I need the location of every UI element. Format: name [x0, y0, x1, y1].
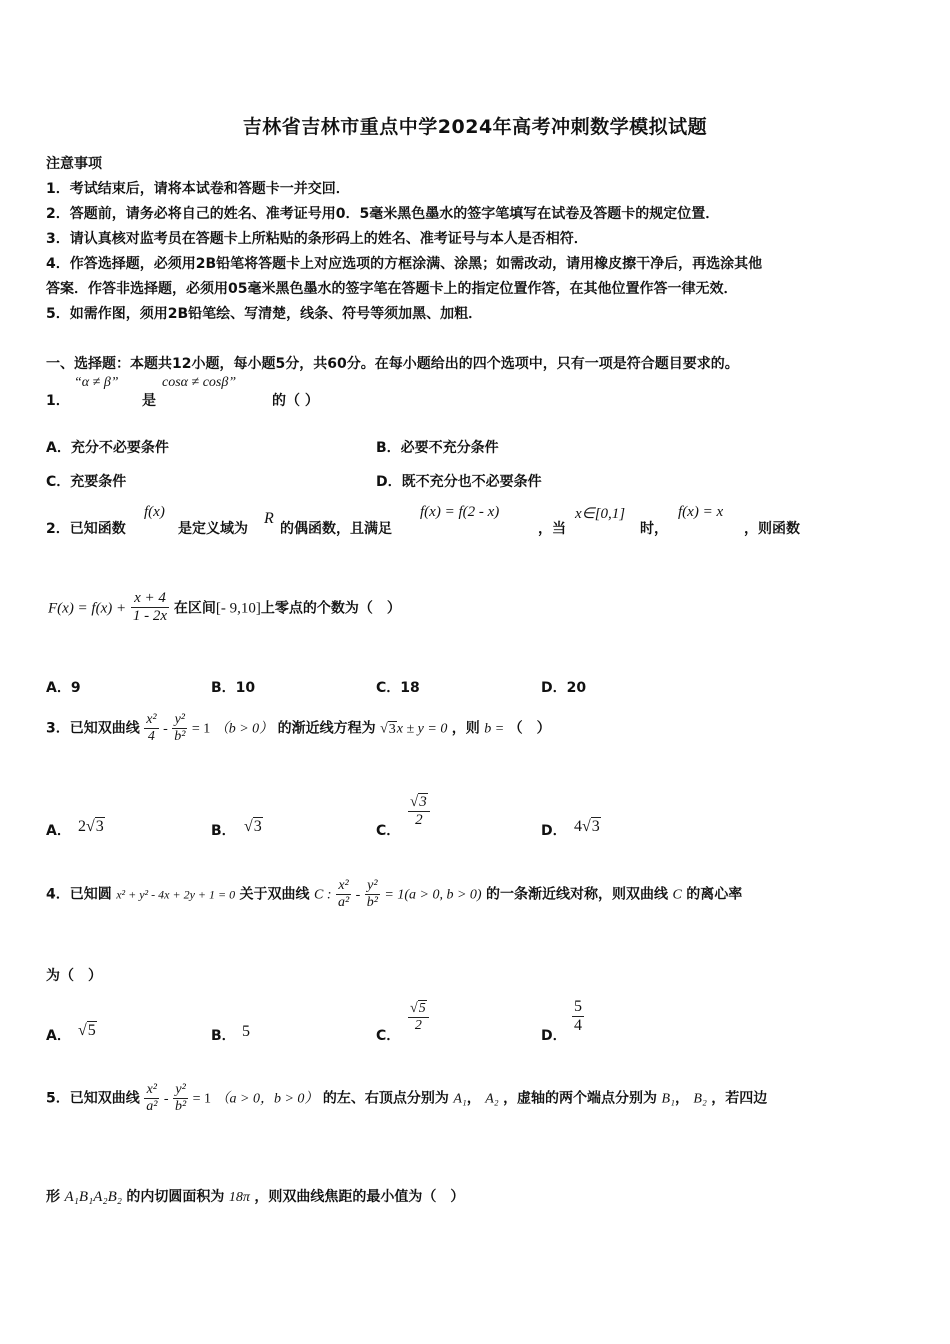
q5-area: 18π	[228, 1190, 250, 1205]
q5-sep-1: ，	[466, 1090, 481, 1107]
q2-option-c: C．18	[376, 680, 420, 696]
q2-text-5: 时，	[640, 521, 668, 537]
q4-option-a-label: A．	[46, 1028, 71, 1044]
q4-minus: -	[355, 887, 361, 903]
q3-asym-rad: 3	[388, 721, 396, 737]
q4-option-a-value: √5	[78, 1022, 96, 1039]
q5-stem-cont	[46, 1186, 464, 1206]
q5-condition: （a > 0，b > 0）	[215, 1091, 319, 1107]
notice-item-3: 3．请认真核对监考员在答题卡上所粘贴的条形码上的姓名、准考证号与本人是否相符．	[46, 231, 588, 247]
q2-F-lhs: F(x) = f(x) +	[48, 600, 127, 617]
q3-frac-y-num: y²	[172, 712, 187, 729]
q3-option-c-den: 2	[415, 812, 423, 829]
q3-option-a-label: A．	[46, 823, 71, 839]
q4-option-d-num: 5	[572, 998, 584, 1017]
q3-text-2: 的渐近线方程为	[277, 720, 376, 737]
q5-text-5: 形	[46, 1189, 60, 1205]
q5-frac-x	[144, 1082, 159, 1115]
q3-stem	[46, 712, 551, 745]
q4-option-c-label: C．	[376, 1028, 401, 1044]
q1-mid: 是	[142, 393, 156, 409]
q4-option-c-den: 2	[414, 1018, 422, 1034]
q2-F-denominator: 1 - 2x	[132, 608, 168, 625]
q4-option-d-den: 4	[574, 1017, 582, 1035]
q4-text-3: 的一条渐近线对称，则双曲线	[486, 886, 669, 903]
q2-text-1: 2．已知函数	[46, 521, 126, 537]
notice-item-4-cont: 答案．作答非选择题，必须用05毫米黑色墨水的签字笔在答题卡上的指定位置作答，在其他位置作答一律无效．	[46, 281, 738, 297]
q3-frac-y	[172, 712, 187, 745]
q2-text-7: 在区间	[173, 600, 216, 617]
q4-frac-x	[336, 878, 351, 911]
q2-eq1: f(x) = f(2 - x)	[420, 504, 500, 520]
q5-text-4: ，若四边	[711, 1090, 768, 1107]
q2-fx: f(x)	[144, 504, 165, 520]
q4-circle: x² + y² - 4x + 2y + 1 = 0	[116, 887, 236, 902]
notice-item-4: 4．作答选择题，必须用2B铅笔将答题卡上对应选项的方框涂满、涂黑；如需改动，请用橡皮擦干净后，再选涂其他	[46, 256, 763, 272]
q3-option-a-value: 2√3	[78, 818, 104, 835]
q4-option-c-rad: 5	[418, 1001, 426, 1016]
q3-text-3: ，则	[451, 720, 480, 737]
q2-function-F	[48, 590, 401, 626]
q3-option-d-label: D．	[541, 823, 567, 839]
q4-option-c-fraction	[408, 1001, 429, 1034]
q1-number: 1．	[46, 393, 70, 409]
q2-interval: [- 9,10]	[215, 600, 261, 617]
q3-asym-rest: x ± y = 0	[396, 721, 448, 737]
q1-tail: 的（ ）	[272, 393, 319, 409]
q2-option-d: D．20	[541, 680, 587, 696]
q5-eq: = 1	[192, 1091, 212, 1107]
q2-eq2: f(x) = x	[678, 504, 724, 520]
page-title: 吉林省吉林市重点中学2024年高考冲刺数学模拟试题	[242, 116, 708, 138]
q5-A2: A₂	[485, 1091, 499, 1107]
q3-option-b-value: √3	[244, 818, 262, 835]
q3-text-1: 3．已知双曲线	[46, 720, 140, 737]
q3-condition: （b > 0）	[214, 721, 274, 737]
notice-heading: 注意事项	[46, 156, 102, 172]
q1-option-d: D．既不充分也不必要条件	[376, 474, 542, 490]
q5-frac-x-den: a²	[146, 1099, 158, 1115]
q2-text-6: ，则函数	[744, 521, 800, 537]
q4-text-1: 4．已知圆	[46, 886, 112, 903]
q4-option-d-fraction	[572, 998, 584, 1036]
q3-b-equals: b =	[484, 721, 505, 737]
q4-text-4: 的离心率	[686, 886, 743, 903]
q3-minus: -	[163, 721, 168, 737]
q4-frac-y-den: b²	[366, 895, 378, 911]
q4-option-d-value	[572, 998, 584, 1036]
q3-option-b-label: B．	[211, 823, 236, 839]
q5-sep-2: ，	[674, 1090, 689, 1107]
q5-stem	[46, 1082, 767, 1115]
q5-B1: B₁	[661, 1091, 675, 1107]
q5-frac-x-num: x²	[144, 1082, 159, 1099]
q2-domain: x∈[0,1]	[575, 506, 626, 522]
q5-minus: -	[163, 1091, 169, 1107]
notice-item-5: 5．如需作图，须用2B铅笔绘、写清楚，线条、符号等须加黑、加粗．	[46, 306, 483, 322]
q4-text-5: 为（ ）	[46, 968, 102, 984]
notice-item-1: 1．考试结束后，请将本试卷和答题卡一并交回．	[46, 181, 350, 197]
q5-quadrilateral: A₁B₁A₂B₂	[64, 1189, 122, 1205]
q5-A1: A₁	[453, 1091, 467, 1107]
q3-option-d-coef: 4	[574, 818, 582, 835]
q4-frac-x-den: a²	[337, 895, 350, 911]
q1-option-a: A．充分不必要条件	[46, 440, 169, 456]
q3-option-b-rad: 3	[253, 818, 262, 835]
q3-asym-sqrt: √3	[380, 721, 396, 737]
q1-option-c: C．充要条件	[46, 474, 127, 490]
q5-text-3: ，虚轴的两个端点分别为	[503, 1090, 658, 1107]
q5-text-1: 5．已知双曲线	[46, 1090, 140, 1107]
q5-frac-y	[173, 1082, 188, 1115]
q3-option-c-value	[408, 794, 430, 830]
q4-option-c-value	[408, 1001, 429, 1034]
q3-text-4: （ ）	[508, 720, 551, 737]
q2-F-numerator: x + 4	[131, 590, 169, 608]
q1-option-b: B．必要不充分条件	[376, 440, 499, 456]
q3-eq: = 1	[191, 721, 211, 737]
q3-frac-x-den: 4	[147, 729, 155, 745]
q5-frac-y-num: y²	[173, 1082, 188, 1099]
q4-option-b-value: 5	[242, 1023, 250, 1040]
q2-text-4: ，当	[538, 521, 566, 537]
q4-frac-x-num: x²	[336, 878, 351, 895]
q4-option-b-label: B．	[211, 1028, 236, 1044]
q3-frac-x	[144, 712, 158, 745]
q2-option-b: B．10	[211, 680, 256, 696]
q2-text-8: 上零点的个数为（ ）	[260, 600, 401, 617]
q5-B2: B₂	[693, 1091, 707, 1107]
q2-option-a: A．9	[46, 680, 81, 696]
q5-text-6: 的内切圆面积为	[126, 1189, 225, 1205]
q4-option-d-label: D．	[541, 1028, 567, 1044]
q5-text-7: ，则双曲线焦距的最小值为（ ）	[254, 1189, 465, 1205]
q2-R: R	[264, 510, 274, 527]
q3-option-c-fraction	[408, 794, 430, 830]
q5-text-2: 的左、右顶点分别为	[322, 1090, 449, 1107]
q3-option-d-value: 4√3	[574, 818, 600, 835]
section-heading: 一、选择题：本题共12小题，每小题5分，共60分。在每小题给出的四个选项中，只有一项是符合题目要求的。	[46, 356, 739, 372]
q4-frac-y	[365, 878, 380, 911]
q3-option-a-coef: 2	[78, 818, 86, 835]
q3-option-c-num: √3	[408, 794, 430, 812]
q4-C: C	[672, 887, 682, 903]
q3-option-c-label: C．	[376, 823, 401, 839]
q4-frac-y-num: y²	[365, 878, 380, 895]
q3-frac-y-den: b²	[174, 729, 186, 745]
q4-option-a-rad: 5	[87, 1022, 96, 1039]
q2-text-2: 是定义域为	[178, 521, 248, 537]
q3-option-a-rad: 3	[95, 818, 104, 835]
q4-condition: = 1(a > 0, b > 0)	[384, 887, 482, 903]
q4-option-c-num: √5	[408, 1001, 429, 1018]
q3-option-d-rad: 3	[591, 818, 600, 835]
q3-option-c-rad: 3	[419, 794, 427, 810]
notice-item-2: 2．答题前，请务必将自己的姓名、准考证号用0．5毫米黑色墨水的签字笔填写在试卷及答题卡的规定位置．	[46, 206, 720, 222]
q4-C-label: C :	[314, 887, 332, 903]
q1-expr1: “α ≠ β”	[74, 375, 119, 390]
q5-frac-y-den: b²	[174, 1099, 187, 1115]
q3-frac-x-num: x²	[144, 712, 158, 729]
q4-text-2: 关于双曲线	[239, 886, 310, 903]
q2-F-fraction	[131, 590, 169, 626]
q1-expr2: cosα ≠ cosβ”	[162, 375, 237, 390]
q2-text-3: 的偶函数，且满足	[280, 521, 392, 537]
q4-stem	[46, 878, 742, 911]
